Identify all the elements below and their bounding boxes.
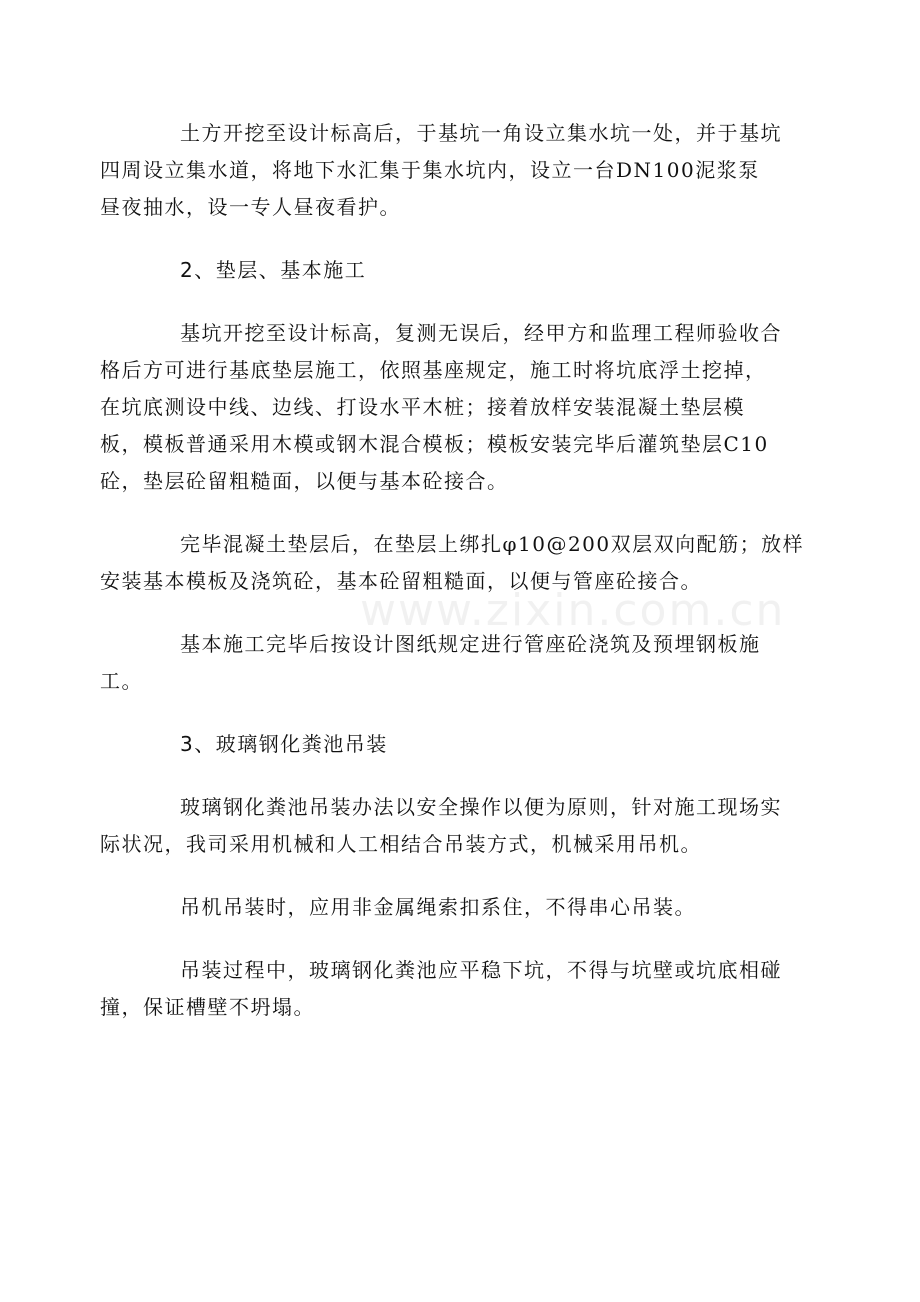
text-line: 际状况，我司采用机械和人工相结合吊装方式，机械采用吊机。 <box>100 832 702 856</box>
text-line: 吊装过程中，玻璃钢化粪池应平稳下坑，不得与坑壁或坑底相碰 <box>180 958 782 982</box>
paragraph-pipe-base <box>100 626 785 700</box>
text-line: 安装基本模板及浇筑砼，基本砼留粗糙面，以便与管座砼接合。 <box>100 569 702 593</box>
text-line: 完毕混凝土垫层后，在垫层上绑扎φ10@200双层双向配筋；放样 <box>180 532 805 556</box>
document-body <box>100 115 805 1052</box>
text-line: 吊机吊装时，应用非金属绳索扣系住，不得串心吊装。 <box>180 895 696 919</box>
text-line: 四周设立集水道，将地下水汇集于集水坑内，设立一台DN100泥浆泵 <box>100 158 760 182</box>
paragraph-hoisting-rope <box>140 889 785 926</box>
text-line: 昼夜抽水，设一专人昼夜看护。 <box>100 195 401 219</box>
watermark: www.zixin.com.cn <box>360 585 786 636</box>
paragraph-hoisting-method <box>100 789 785 863</box>
text-line: 砼，垫层砼留粗糙面，以便与基本砼接合。 <box>100 469 509 493</box>
section-heading-3 <box>140 726 785 763</box>
section-heading-2 <box>140 252 785 289</box>
text-line: 板，模板普通采用木模或钢木混合模板；模板安装完毕后灌筑垫层C10 <box>100 432 769 456</box>
text-line: 工。 <box>100 669 143 693</box>
heading-text: 3、玻璃钢化粪池吊装 <box>180 732 388 756</box>
text-line: 玻璃钢化粪池吊装办法以安全操作以便为原则，针对施工现场实 <box>180 795 782 819</box>
paragraph-reinforcement <box>100 526 805 600</box>
text-line: 撞，保证槽壁不坍塌。 <box>100 995 315 1019</box>
text-line: 在坑底测设中线、边线、打设水平木桩；接着放样安装混凝土垫层模 <box>100 395 745 419</box>
text-line: 基本施工完毕后按设计图纸规定进行管座砼浇筑及预埋钢板施 <box>180 632 761 656</box>
heading-text: 2、垫层、基本施工 <box>180 258 367 282</box>
paragraph-hoisting-process <box>100 952 785 1026</box>
text-line: 格后方可进行基底垫层施工，依照基座规定，施工时将坑底浮土挖掉， <box>100 358 767 382</box>
text-line: 土方开挖至设计标高后，于基坑一角设立集水坑一处，并于基坑 <box>180 121 782 145</box>
paragraph-cushion-layer <box>100 315 785 500</box>
paragraph-dewatering <box>100 115 785 226</box>
text-line: 基坑开挖至设计标高，复测无误后，经甲方和监理工程师验收合 <box>180 321 782 345</box>
